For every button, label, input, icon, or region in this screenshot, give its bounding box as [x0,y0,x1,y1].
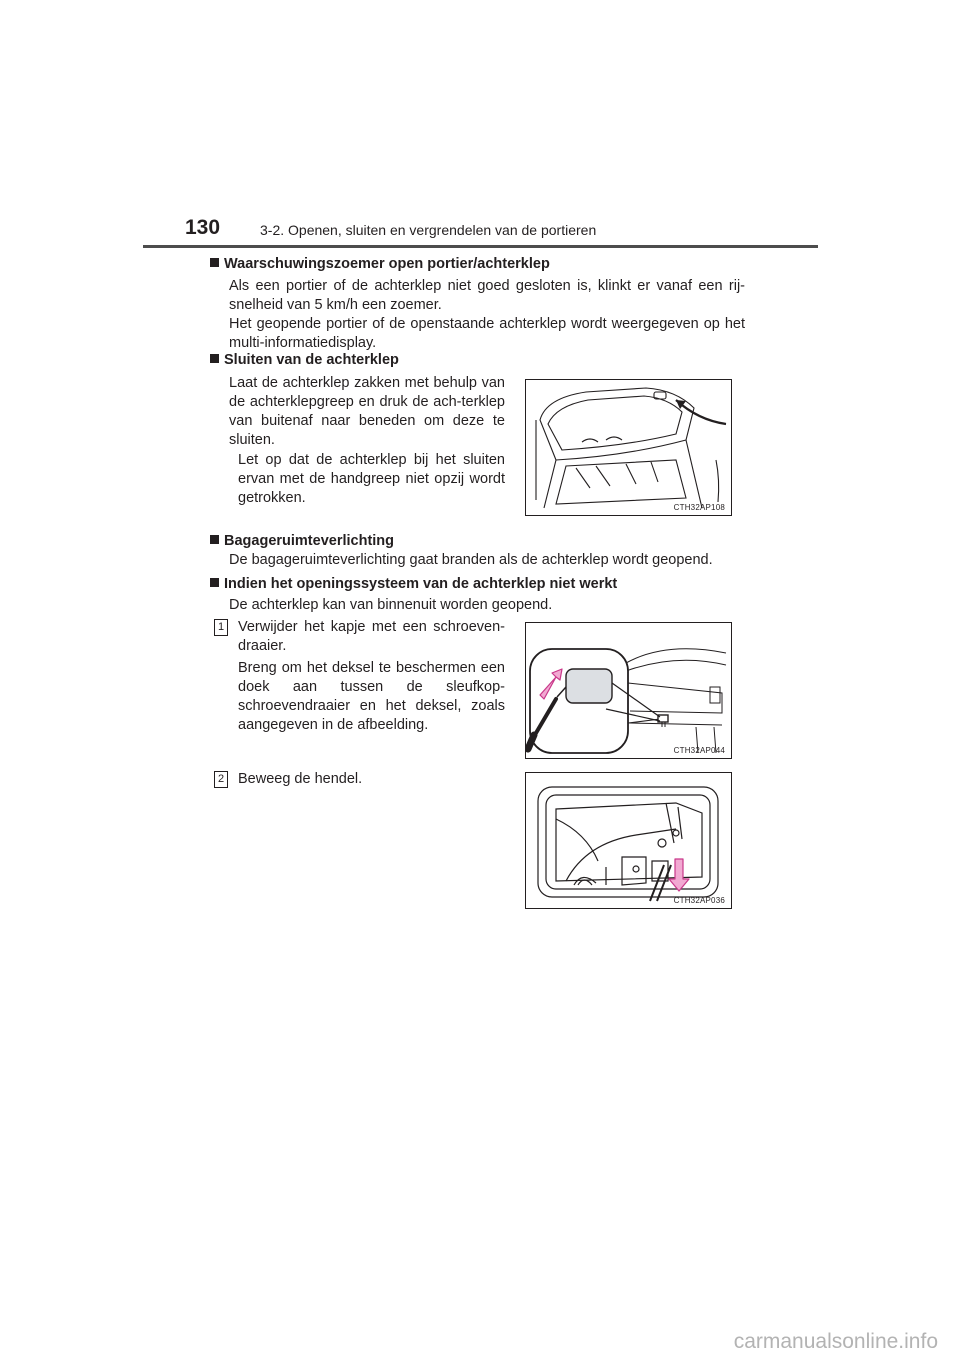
step1-text-1: Verwijder het kapje met een schroeven-draaier. [238,619,505,654]
step-number-1: 1 [214,619,228,636]
lighting-text: De bagageruimteverlichting gaat branden als de achterklep wordt geopend. [229,552,713,568]
section-heading-closing [210,351,399,370]
header-rule [143,245,818,248]
chapter-title: 3-2. Openen, sluiten en vergrendelen van de portieren [260,222,597,238]
square-bullet-icon [210,578,219,587]
section-heading-lighting [210,532,394,551]
square-bullet-icon [210,354,219,363]
figure-code: CTH32AP036 [673,896,725,905]
closing-text-2: Let op dat de achterklep bij het sluiten ervan met de handgreep niet opzij wordt getrokken. [238,452,505,506]
closing-text-1: Laat de achterklep zakken met behulp van de achterklepgreep en druk de ach-terklep van buitenaf naar beneden om deze te sluiten. [229,375,505,448]
step2-text: Beweeg de hendel. [238,771,363,787]
page-number: 130 [185,216,221,239]
figure-closing-tailgate [525,379,732,516]
step1-text-2: Breng om het deksel te beschermen een doek aan tussen de sleufkop-schroevendraaier en het deksel, zoals aangegeven in de afbeelding. [238,660,505,733]
not-working-text: De achterklep kan van binnenuit worden geopend. [229,597,553,613]
section-heading-not-working [210,575,617,594]
heading-text: Indien het openingssysteem van de achterklep niet werkt [224,576,618,592]
section-heading-warning-buzzer [210,255,550,274]
lever-illustration [526,773,731,908]
heading-text: Bagageruimteverlichting [224,533,395,549]
square-bullet-icon [210,258,219,267]
figure-code: CTH32AP108 [673,503,725,512]
cap-removal-illustration [526,623,731,758]
heading-text: Sluiten van de achterklep [224,352,399,368]
figure-code: CTH32AP044 [673,746,725,755]
tailgate-illustration [526,380,731,515]
warning-buzzer-text-1: Als een portier of de achterklep niet goed gesloten is, klinkt er vanaf een rij-snelheid van 5 km/h een zoemer. [229,278,745,313]
warning-buzzer-text-2: Het geopende portier of de openstaande achterklep wordt weergegeven op het multi-informatiedisplay. [229,316,745,351]
figure-move-lever [525,772,732,909]
square-bullet-icon [210,535,219,544]
heading-text: Waarschuwingszoemer open portier/achterklep [224,256,550,272]
figure-remove-cap [525,622,732,759]
watermark: carmanualsonline.info [733,1330,938,1353]
step-number-2: 2 [214,771,228,788]
